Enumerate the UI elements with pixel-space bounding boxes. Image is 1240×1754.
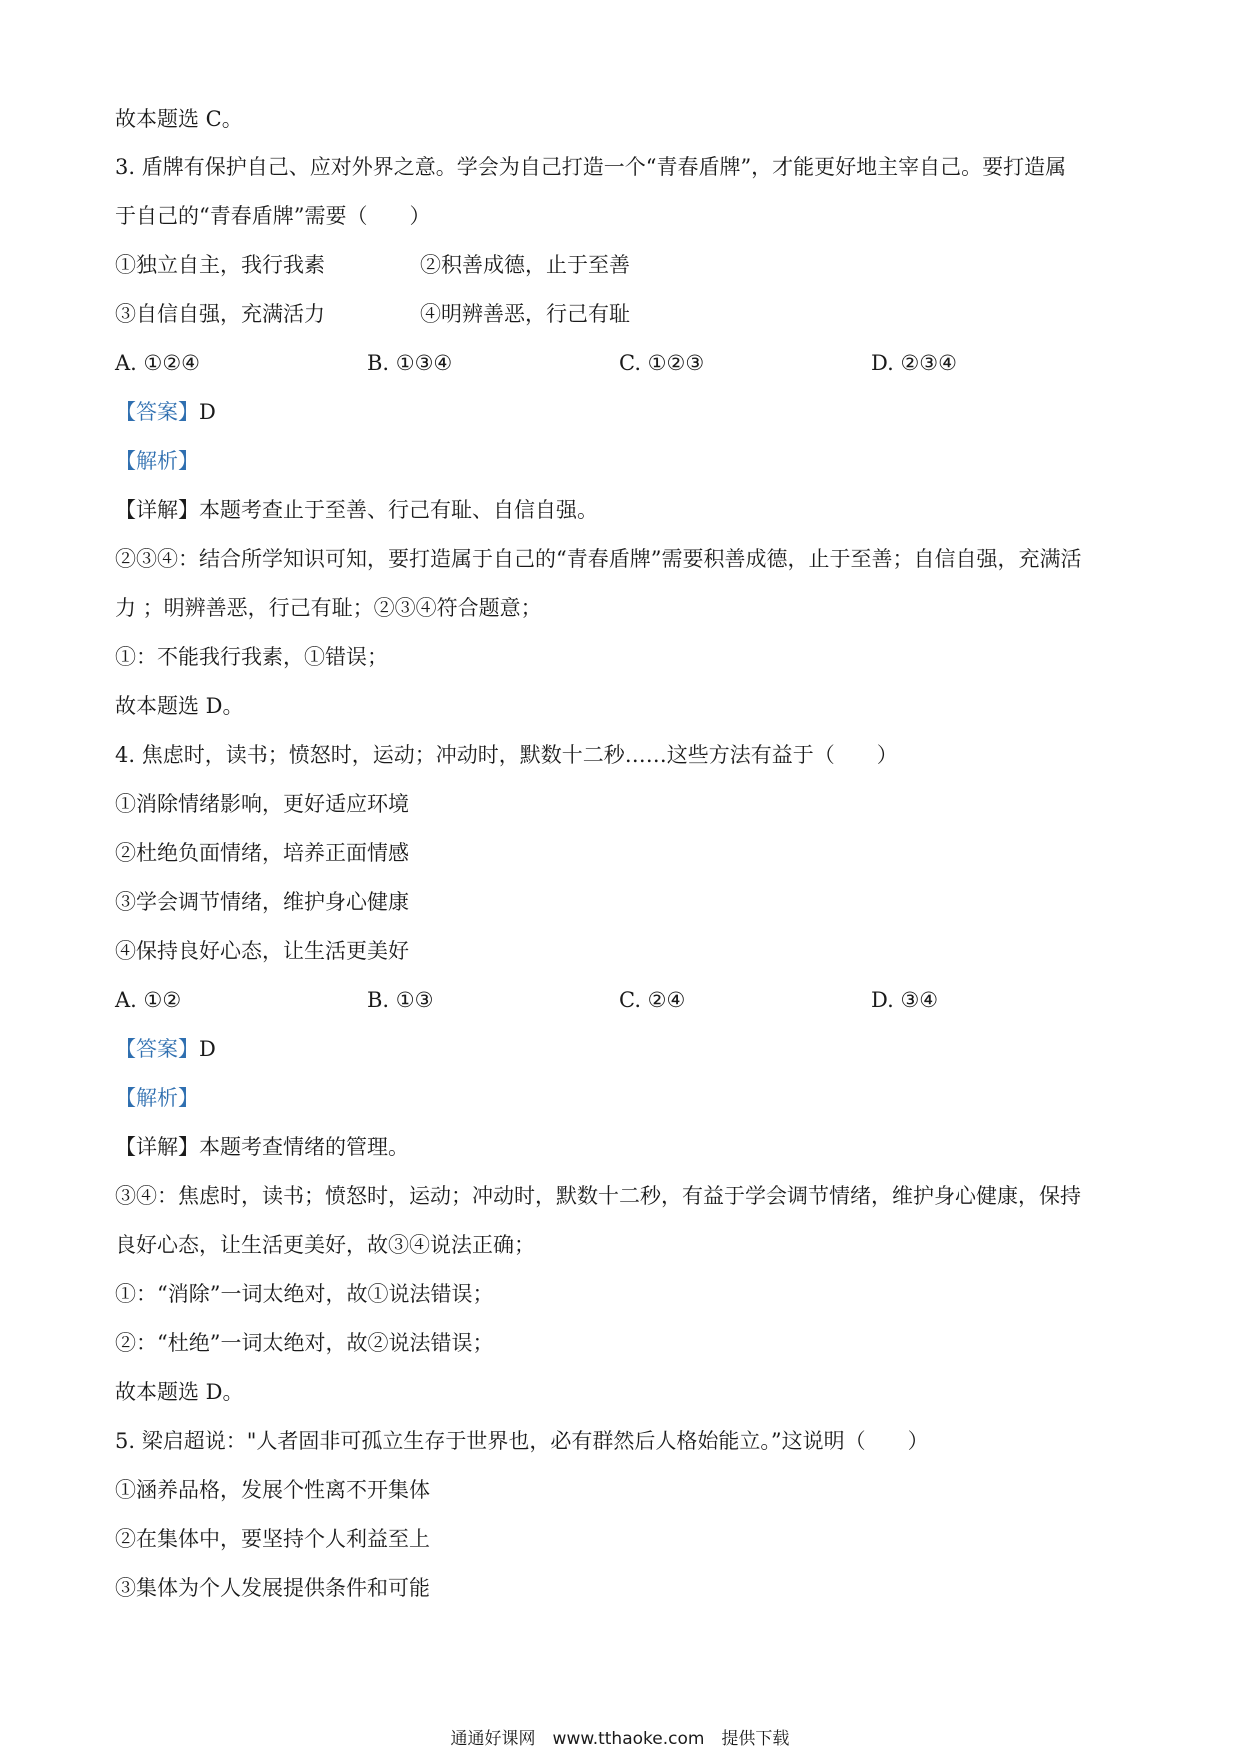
q5-stem: 5. 梁启超说："人者固非可孤立生存于世界也，必有群然后人格始能立。”这说明（ ） <box>115 1429 929 1453</box>
q5-item-2: ②在集体中，要坚持个人利益至上 <box>115 1527 430 1551</box>
answer-label: 【答案】 <box>115 400 199 424</box>
answer-value: D <box>199 1037 216 1061</box>
q3-option-d: D. ②③④ <box>871 351 957 375</box>
q3-stem-line2: 于自己的“青春盾牌”需要（ ） <box>115 204 431 228</box>
q3-explain-2: 力 ；明辨善恶，行己有耻；②③④符合题意； <box>115 596 542 620</box>
q3-explain-1: ②③④：结合所学知识可知，要打造属于自己的“青春盾牌”需要积善成德，止于至善；自信自强，充满活 <box>115 547 1082 571</box>
footer-watermark: 通通好课网 www.tthaoke.com 提供下载 <box>450 1729 790 1749</box>
q4-item-2: ②杜绝负面情绪，培养正面情感 <box>115 841 409 865</box>
q3-item-1: ①独立自主，我行我素 <box>115 253 325 277</box>
q4-item-1: ①消除情绪影响，更好适应环境 <box>115 792 409 816</box>
q4-explain-4: ②：“杜绝”一词太绝对，故②说法错误； <box>115 1331 494 1355</box>
q4-stem: 4. 焦虑时，读书；愤怒时，运动；冲动时，默数十二秒……这些方法有益于（ ） <box>115 743 898 767</box>
detail-label: 【详解】 <box>115 1135 199 1159</box>
q4-option-a: A. ①② <box>115 988 182 1012</box>
answer-value: D <box>199 400 216 424</box>
q3-detail-row <box>115 496 598 524</box>
q4-explain-5: 故本题选 D。 <box>115 1380 244 1404</box>
q4-explain-2: 良好心态，让生活更美好，故③④说法正确； <box>115 1233 535 1257</box>
q4-option-b: B. ①③ <box>367 988 434 1012</box>
q3-explain-3: ①：不能我行我素，①错误； <box>115 645 388 669</box>
q4-item-4: ④保持良好心态，让生活更美好 <box>115 939 409 963</box>
q3-option-c: C. ①②③ <box>619 351 705 375</box>
answer-label: 【答案】 <box>115 1037 199 1061</box>
q2-conclusion: 故本题选 C。 <box>115 107 243 131</box>
q4-explain-1: ③④：焦虑时，读书；愤怒时，运动；冲动时，默数十二秒，有益于学会调节情绪，维护身心健康，保持 <box>115 1184 1081 1208</box>
q3-item-3: ③自信自强，充满活力 <box>115 302 325 326</box>
detail-intro: 本题考查情绪的管理。 <box>199 1135 409 1159</box>
q5-item-1: ①涵养品格，发展个性离不开集体 <box>115 1478 430 1502</box>
detail-intro: 本题考查止于至善、行己有耻、自信自强。 <box>199 498 598 522</box>
q4-item-3: ③学会调节情绪，维护身心健康 <box>115 890 409 914</box>
q3-explain-4: 故本题选 D。 <box>115 694 244 718</box>
q4-option-d: D. ③④ <box>871 988 939 1012</box>
q3-stem-line1: 3. 盾牌有保护自己、应对外界之意。学会为自己打造一个“青春盾牌”，才能更好地主宰自己。要打造属 <box>115 155 1067 179</box>
q3-answer-row <box>115 398 216 426</box>
q5-item-3: ③集体为个人发展提供条件和可能 <box>115 1576 430 1600</box>
detail-label: 【详解】 <box>115 498 199 522</box>
q4-answer-row <box>115 1035 216 1063</box>
q3-item-4: ④明辨善恶，行己有耻 <box>420 302 630 326</box>
q3-option-b: B. ①③④ <box>367 351 453 375</box>
q3-item-2: ②积善成德，止于至善 <box>420 253 630 277</box>
q4-explain-3: ①：“消除”一词太绝对，故①说法错误； <box>115 1282 494 1306</box>
q4-detail-row <box>115 1133 409 1161</box>
q4-option-c: C. ②④ <box>619 988 686 1012</box>
analysis-label: 【解析】 <box>115 1086 199 1110</box>
analysis-label: 【解析】 <box>115 449 199 473</box>
q3-option-a: A. ①②④ <box>115 351 200 375</box>
